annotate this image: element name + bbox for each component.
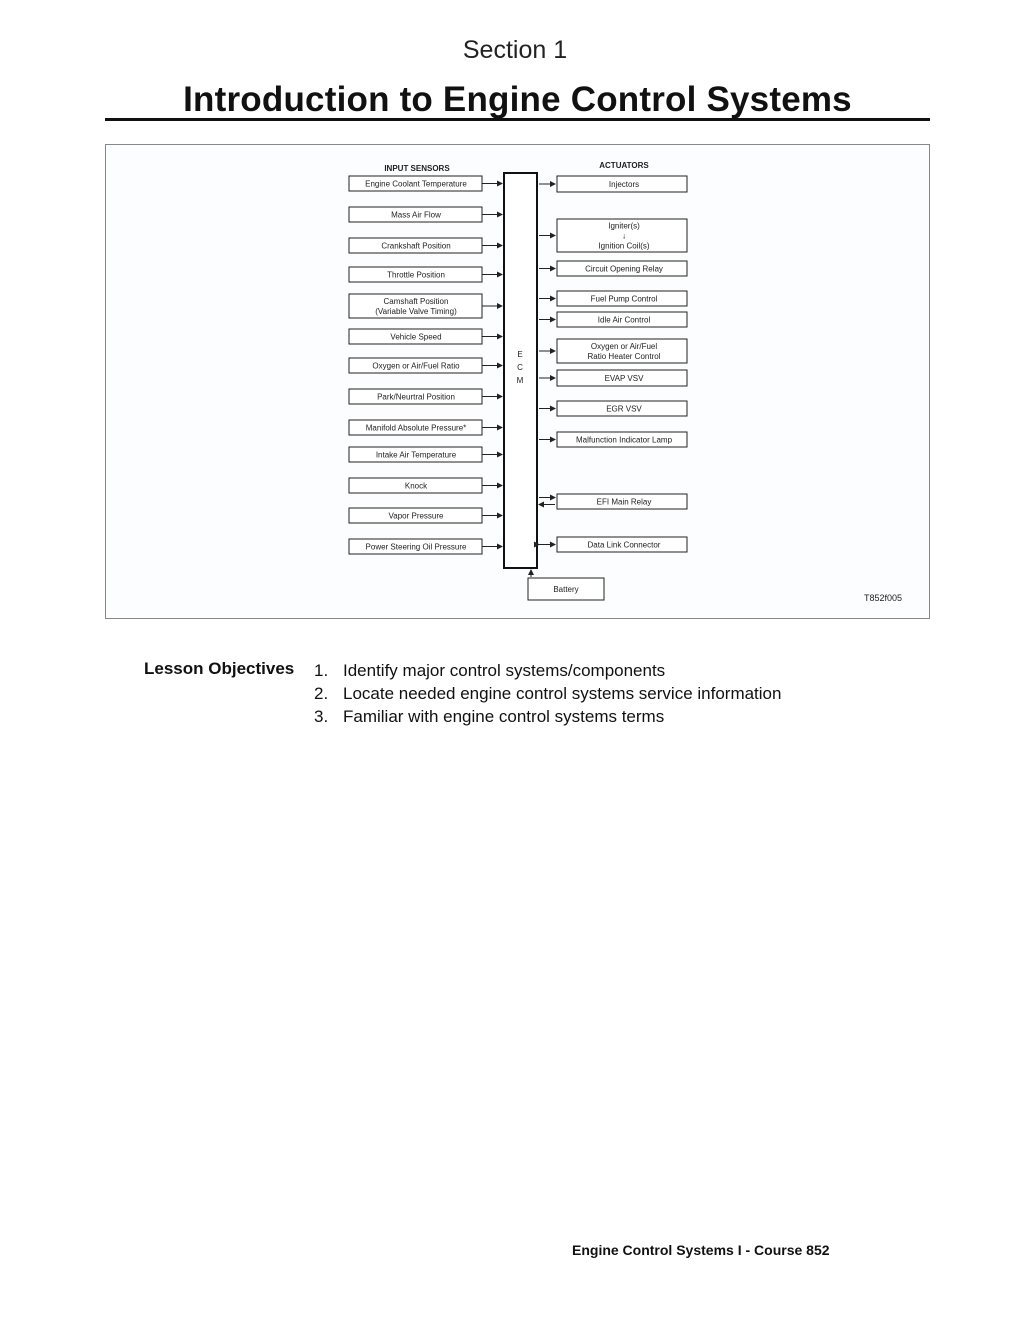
actuator-label: EGR VSV [606, 404, 642, 414]
objective-item [314, 705, 781, 728]
actuator-label: Ratio Heater Control [587, 352, 661, 361]
objective-number: 3. [314, 707, 329, 726]
actuator-label: Circuit Opening Relay [585, 264, 663, 274]
objective-text: Locate needed engine control systems service information [343, 684, 782, 703]
input-sensor-label: Camshaft Position [383, 297, 449, 306]
actuator-label: Malfunction Indicator Lamp [575, 435, 673, 445]
title-rule [105, 118, 930, 121]
objective-number: 1. [314, 661, 329, 680]
ecm-letter: M [516, 376, 524, 385]
lesson-objectives-list [314, 659, 781, 728]
objective-number: 2. [314, 684, 329, 703]
ecm-letter: E [517, 350, 523, 359]
actuator-label: ↓ [622, 231, 626, 241]
input-sensor-label: (Variable Valve Timing) [375, 307, 457, 316]
input-sensor-label: Intake Air Temperature [375, 450, 457, 460]
actuator-label: EVAP VSV [604, 374, 644, 383]
input-sensor-label: Vehicle Speed [390, 332, 442, 342]
input-sensor-label: Manifold Absolute Pressure* [365, 423, 467, 433]
actuator-label: Oxygen or Air/Fuel [590, 342, 658, 351]
actuator-label: Igniter(s) [608, 221, 640, 231]
input-sensor-label: Engine Coolant Temperature [365, 179, 467, 189]
ecm-block-diagram [105, 144, 930, 619]
input-sensors-heading: INPUT SENSORS [384, 164, 450, 173]
ecm-letter: C [517, 363, 523, 372]
actuator-label: Ignition Coil(s) [598, 241, 650, 251]
input-sensor-label: Mass Air Flow [391, 210, 441, 220]
figure-id: T852f005 [863, 593, 903, 603]
diagram-canvas [106, 145, 929, 618]
input-sensor-label: Throttle Position [387, 270, 445, 280]
input-sensor-label: Oxygen or Air/Fuel Ratio [372, 361, 460, 371]
input-sensor-label: Park/Neurtral Position [377, 392, 455, 402]
actuator-label: Data Link Connector [587, 540, 661, 550]
actuator-label: Idle Air Control [597, 315, 651, 325]
section-label: Section 1 [462, 36, 568, 64]
actuator-label: Injectors [608, 180, 640, 189]
input-sensor-label: Knock [404, 481, 428, 491]
objective-text: Identify major control systems/components [343, 661, 666, 680]
page-footer: Engine Control Systems I - Course 852 [572, 1242, 830, 1258]
actuator-label: EFI Main Relay [596, 497, 652, 507]
battery-label: Battery [553, 585, 579, 594]
actuators-heading: ACTUATORS [599, 161, 649, 170]
objective-item [314, 659, 781, 682]
input-sensor-label: Vapor Pressure [388, 511, 444, 521]
lesson-objectives-label: Lesson Objectives [144, 659, 295, 678]
actuator-label: Fuel Pump Control [590, 294, 658, 304]
objective-item [314, 682, 781, 705]
objective-text: Familiar with engine control systems terms [343, 707, 665, 726]
page-title: Introduction to Engine Control Systems [183, 80, 852, 119]
input-sensor-label: Power Steering Oil Pressure [365, 542, 467, 552]
input-sensor-label: Crankshaft Position [381, 241, 451, 251]
